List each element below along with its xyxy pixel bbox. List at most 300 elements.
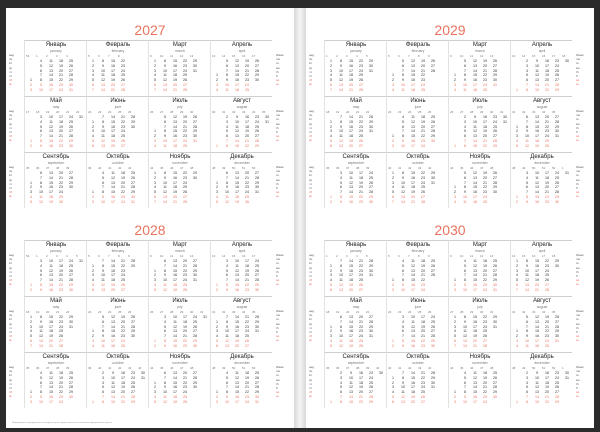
day-grid	[450, 171, 510, 205]
day-cell: 23	[421, 380, 425, 385]
day-cell: 8	[40, 390, 42, 395]
day-cell: 14	[535, 82, 539, 87]
week-numbers	[450, 366, 510, 370]
week-number: 33	[232, 310, 236, 314]
day-cell: 18	[173, 73, 177, 78]
day-cell: 15	[535, 329, 539, 334]
day-cell: 23	[359, 268, 363, 273]
day-grid	[450, 115, 510, 149]
week-number: 47	[180, 366, 184, 370]
day-cell: 11	[463, 87, 467, 92]
day-cell	[190, 88, 200, 93]
day-cell: 25	[493, 124, 497, 129]
week-number: 17	[252, 54, 256, 58]
day-cell: 10	[339, 68, 343, 73]
week-number: 39	[366, 366, 370, 370]
weekday-label: sa	[576, 334, 580, 339]
week-number: 22	[388, 310, 392, 314]
day-cell: 28	[431, 273, 435, 278]
month-december	[510, 152, 572, 208]
week-number: 29	[470, 310, 474, 314]
month-name: Март	[472, 242, 488, 248]
day-cell: 16	[535, 334, 539, 339]
day-cell: 27	[359, 143, 363, 148]
day-cell: 30	[431, 343, 435, 348]
weekday-label: ср	[9, 265, 13, 270]
week-number	[500, 366, 510, 370]
week-number: 42	[408, 366, 412, 370]
week-number: 35	[26, 366, 30, 370]
day-cell: 11	[49, 119, 53, 124]
week-number: 51	[242, 166, 246, 170]
month-april	[210, 240, 272, 296]
day-cell: 29	[69, 138, 73, 143]
weekday-label: пн	[309, 113, 313, 118]
day-cell: 17	[411, 143, 415, 148]
day-cell: 25	[183, 73, 187, 78]
day-cell: 16	[545, 371, 549, 375]
month-february	[386, 240, 448, 296]
day-cell: 16	[173, 134, 177, 139]
week-number: 22	[88, 310, 92, 314]
day-cell: 26	[493, 129, 497, 134]
week-number: 52	[552, 166, 556, 170]
day-cell: 24	[121, 68, 125, 73]
day-cell	[76, 344, 86, 349]
day-cell: 24	[555, 171, 559, 175]
day-cell: 7	[226, 175, 228, 180]
day-cell: 2	[92, 194, 94, 199]
week-number	[376, 310, 386, 314]
day-cell: 15	[535, 124, 539, 129]
day-cell: 19	[121, 385, 125, 390]
day-cell: 3	[340, 171, 342, 175]
day-cell: 6	[102, 319, 104, 324]
day-cell: 7	[330, 87, 332, 92]
months-grid	[24, 240, 272, 410]
day-cell: 12	[339, 343, 343, 348]
week-label-ru: нед	[309, 165, 315, 169]
day-cell: 17	[173, 180, 177, 185]
day-cell: 2	[154, 134, 156, 139]
day-cell: 29	[255, 390, 259, 395]
day-cell: 25	[69, 59, 73, 63]
day-cell: 2	[454, 319, 456, 324]
day-cell: 7	[516, 287, 518, 292]
day-grid	[88, 115, 148, 149]
day-cell: 15	[49, 315, 53, 319]
day-cell: 16	[535, 263, 539, 268]
day-cell	[490, 88, 500, 93]
week-number: 31	[200, 310, 204, 314]
day-cell	[438, 144, 448, 149]
day-cell: 20	[483, 134, 487, 139]
day-grid	[212, 315, 272, 349]
day-cell: 13	[49, 68, 53, 73]
week-number: 49	[222, 166, 226, 170]
day-cell: 16	[235, 78, 239, 83]
week-number: 8	[418, 254, 420, 258]
week-number: 52	[552, 366, 556, 370]
day-cell: 15	[411, 278, 415, 283]
day-cell	[376, 400, 386, 405]
week-number: 24	[408, 110, 412, 114]
day-cell: 5	[402, 263, 404, 268]
day-cell: 25	[121, 278, 125, 283]
weekday-label: сб	[309, 134, 313, 139]
day-cell	[500, 200, 510, 205]
week-number	[438, 310, 448, 314]
weekday-labels-en	[276, 109, 290, 143]
day-cell: 23	[483, 78, 487, 83]
day-cell: 3	[454, 324, 456, 329]
weekday-label: fr	[576, 129, 578, 134]
day-cell: 27	[193, 371, 197, 375]
weekday-label: ср	[309, 121, 313, 126]
day-cell: 27	[121, 287, 125, 292]
day-cell: 4	[226, 124, 228, 129]
day-cell: 11	[235, 124, 239, 129]
weekday-label: чт	[9, 325, 12, 330]
day-cell: 30	[131, 194, 135, 199]
week-number: 38	[56, 166, 60, 170]
day-cell: 28	[555, 119, 559, 124]
week-numbers	[326, 254, 386, 258]
week-number: 32	[222, 310, 226, 314]
day-cell: 9	[226, 78, 228, 83]
day-cell: 21	[245, 138, 249, 143]
week-number: 27	[160, 110, 164, 114]
weekday-labels-ru	[309, 309, 323, 343]
month-name-en: march	[175, 249, 185, 253]
day-cell: 30	[431, 380, 435, 385]
day-cell: 4	[154, 73, 156, 78]
day-cell: 19	[483, 171, 487, 175]
day-cell: 16	[473, 78, 477, 83]
day-cell	[552, 144, 562, 149]
day-cell: 3	[402, 315, 404, 319]
day-cell: 1	[392, 134, 394, 139]
day-cell: 26	[59, 199, 63, 204]
day-cell: 30	[255, 78, 259, 83]
week-number: 37	[346, 366, 350, 370]
day-cell	[376, 288, 386, 293]
week-number	[438, 254, 448, 258]
day-cell: 8	[102, 329, 104, 334]
day-cell: 28	[131, 259, 135, 263]
day-cell: 11	[525, 138, 529, 143]
day-cell: 15	[473, 390, 477, 395]
week-number: 5	[388, 254, 390, 258]
day-cell: 4	[340, 175, 342, 180]
week-number: 28	[460, 310, 464, 314]
day-cell: 21	[545, 394, 549, 399]
day-cell: 20	[183, 371, 187, 375]
day-cell: 3	[92, 199, 94, 204]
day-cell: 14	[411, 273, 415, 278]
day-cell: 22	[183, 380, 187, 385]
day-cell: 22	[421, 338, 425, 343]
month-name-en: october	[412, 361, 424, 365]
day-cell: 18	[59, 59, 63, 63]
week-number: 2	[46, 254, 48, 258]
week-number: 4	[66, 254, 68, 258]
day-cell: 23	[183, 273, 187, 278]
month-name-en: may	[352, 105, 360, 109]
day-cell: 23	[483, 319, 487, 324]
day-cell: 16	[173, 175, 177, 180]
day-cell: 12	[235, 59, 239, 63]
week-numbers	[450, 166, 510, 170]
day-cell: 21	[173, 199, 177, 204]
day-cell: 13	[49, 273, 53, 278]
day-cell: 9	[102, 194, 104, 199]
week-number: 50	[532, 166, 536, 170]
day-cell: 2	[30, 394, 32, 399]
day-cell: 5	[464, 59, 466, 63]
day-cell: 5	[154, 78, 156, 83]
day-cell: 26	[493, 171, 497, 175]
day-cell: 17	[411, 287, 415, 292]
day-cell: 15	[235, 143, 239, 148]
day-cell: 24	[483, 399, 487, 404]
weekday-label: сб	[9, 390, 13, 395]
week-number: 21	[56, 310, 60, 314]
day-cell: 12	[111, 385, 115, 390]
week-number	[500, 166, 510, 170]
day-cell: 11	[339, 134, 343, 139]
day-cell: 6	[226, 273, 228, 278]
day-cell: 10	[525, 268, 529, 273]
day-cell: 14	[49, 73, 53, 78]
day-cell: 19	[173, 78, 177, 83]
day-cell: 29	[369, 324, 373, 329]
day-cell: 27	[421, 399, 425, 404]
day-cell: 13	[349, 185, 353, 190]
day-cell: 22	[545, 124, 549, 129]
day-cell: 28	[69, 134, 73, 139]
day-cell: 8	[464, 390, 466, 395]
day-cell: 29	[369, 263, 373, 268]
weekday-label: ср	[309, 321, 313, 326]
day-cell: 16	[49, 287, 53, 292]
day-cell: 4	[92, 73, 94, 78]
day-cell: 10	[463, 287, 467, 292]
month-march	[448, 40, 510, 96]
week-number: 42	[408, 166, 412, 170]
weekday-label: пт	[9, 385, 12, 390]
week-number: 25	[118, 310, 122, 314]
day-cell: 28	[555, 82, 559, 87]
day-cell: 24	[193, 315, 197, 319]
day-cell: 30	[193, 273, 197, 278]
day-cell: 26	[183, 399, 187, 404]
week-number: 48	[490, 166, 494, 170]
day-grid	[326, 259, 386, 293]
day-cell: 18	[111, 343, 115, 348]
week-number: 7	[408, 254, 410, 258]
week-numbers	[388, 254, 448, 258]
day-cell: 10	[401, 287, 405, 292]
day-cell: 27	[121, 82, 125, 87]
week-number: 5	[88, 254, 90, 258]
day-cell: 7	[40, 134, 42, 139]
month-march	[148, 40, 210, 96]
month-name-en: august	[236, 105, 248, 109]
day-cell: 13	[49, 171, 53, 175]
week-number: 15	[532, 54, 536, 58]
day-cell: 2	[92, 124, 94, 129]
week-number: 4	[356, 54, 358, 58]
day-cell: 19	[349, 138, 353, 143]
day-cell: 25	[545, 138, 549, 143]
day-cell: 19	[359, 180, 363, 185]
weekday-label: tu	[276, 261, 279, 266]
day-cell	[428, 88, 438, 93]
day-cell: 22	[121, 263, 125, 268]
day-cell: 8	[40, 78, 42, 83]
day-cell: 15	[411, 171, 415, 175]
day-cell: 29	[369, 59, 373, 63]
day-cell: 5	[226, 268, 228, 273]
day-cell: 2	[30, 185, 32, 190]
day-cell: 18	[121, 380, 125, 385]
weekday-label: fr	[276, 129, 278, 134]
day-cell: 12	[101, 78, 105, 83]
day-grid	[326, 371, 386, 405]
month-april	[510, 240, 572, 296]
week-number: 27	[450, 310, 454, 314]
day-cell: 5	[330, 78, 332, 83]
day-cell: 7	[164, 375, 166, 380]
day-cell: 24	[121, 129, 125, 134]
weekday-label: вт	[9, 373, 12, 378]
day-cell: 15	[411, 134, 415, 139]
week-number: 11	[170, 54, 174, 58]
day-cell: 8	[340, 263, 342, 268]
day-cell: 7	[402, 129, 404, 134]
day-cell	[190, 400, 200, 405]
day-cell: 4	[526, 380, 528, 385]
day-cell: 28	[193, 334, 197, 339]
day-cell: 7	[164, 263, 166, 268]
day-cell: 22	[59, 78, 63, 83]
day-cell: 23	[121, 268, 125, 273]
weekday-label: ср	[9, 177, 13, 182]
day-cell: 18	[411, 87, 415, 92]
day-cell	[438, 288, 448, 293]
week-number: 3	[346, 54, 348, 58]
weekday-label: пт	[309, 185, 312, 190]
day-cell: 8	[226, 319, 228, 324]
day-cell: 1	[216, 390, 218, 395]
weekday-label: вс	[9, 338, 13, 343]
week-number: 44	[450, 366, 454, 370]
day-cell: 28	[131, 394, 135, 399]
day-cell	[500, 400, 510, 405]
day-cell: 3	[216, 329, 218, 334]
day-cell: 16	[411, 138, 415, 143]
day-cell: 20	[121, 319, 125, 324]
day-cell: 27	[131, 319, 135, 324]
month-name-en: september	[347, 161, 365, 165]
day-cell	[262, 88, 272, 93]
week-number	[500, 254, 510, 258]
day-cell: 29	[131, 119, 135, 124]
day-cell: 2	[330, 199, 332, 204]
day-cell: 10	[235, 119, 239, 124]
month-name-en: july	[177, 305, 183, 309]
day-cell: 31	[193, 68, 197, 73]
week-number: 52	[252, 366, 256, 370]
month-name-en: april	[538, 49, 546, 53]
day-cell: 23	[121, 63, 125, 68]
day-cell: 4	[464, 259, 466, 263]
day-cell: 23	[359, 199, 363, 204]
weekday-label: mo	[276, 57, 281, 62]
day-cell: 7	[402, 68, 404, 73]
day-cell: 28	[369, 394, 373, 399]
day-cell: 12	[39, 334, 43, 339]
day-cell: 4	[516, 273, 518, 278]
day-cell: 11	[349, 175, 353, 180]
day-cell: 25	[121, 73, 125, 78]
day-cell: 13	[525, 282, 529, 287]
day-cell: 10	[235, 259, 239, 263]
week-label-ru: нед	[309, 253, 315, 257]
weekday-label: sa	[276, 78, 280, 83]
day-cell: 16	[173, 385, 177, 390]
day-cell: 24	[255, 119, 259, 124]
day-cell: 7	[464, 385, 466, 390]
day-cell: 14	[49, 385, 53, 390]
week-numbers	[88, 254, 148, 258]
day-cell: 13	[173, 329, 177, 334]
day-cell: 31	[255, 329, 259, 334]
year-calendar-2030	[306, 222, 594, 412]
month-name-en: july	[177, 105, 183, 109]
day-cell: 1	[392, 375, 394, 380]
day-cell: 7	[392, 199, 394, 204]
day-cell: 14	[349, 259, 353, 263]
day-cell: 31	[255, 190, 259, 195]
day-cell: 15	[473, 185, 477, 190]
day-cell: 27	[493, 380, 497, 385]
day-cell: 29	[131, 329, 135, 334]
month-name: Апрель	[531, 42, 553, 48]
day-cell: 21	[421, 371, 425, 375]
day-cell: 13	[173, 119, 177, 124]
week-number: 29	[180, 110, 184, 114]
day-cell: 28	[493, 180, 497, 185]
day-cell: 10	[535, 375, 539, 380]
day-cell	[66, 344, 76, 349]
day-cell: 26	[69, 375, 73, 380]
month-name-en: december	[534, 161, 550, 165]
day-grid	[88, 171, 148, 205]
week-number: 44	[428, 166, 432, 170]
day-cell: 10	[463, 194, 467, 199]
day-cell: 14	[235, 68, 239, 73]
book-spine	[294, 8, 306, 428]
day-cell: 30	[131, 124, 135, 129]
day-cell: 11	[101, 343, 105, 348]
day-cell: 26	[131, 385, 135, 390]
month-june	[86, 296, 148, 352]
day-cell: 21	[359, 259, 363, 263]
day-cell: 16	[349, 199, 353, 204]
day-cell: 5	[40, 375, 42, 380]
